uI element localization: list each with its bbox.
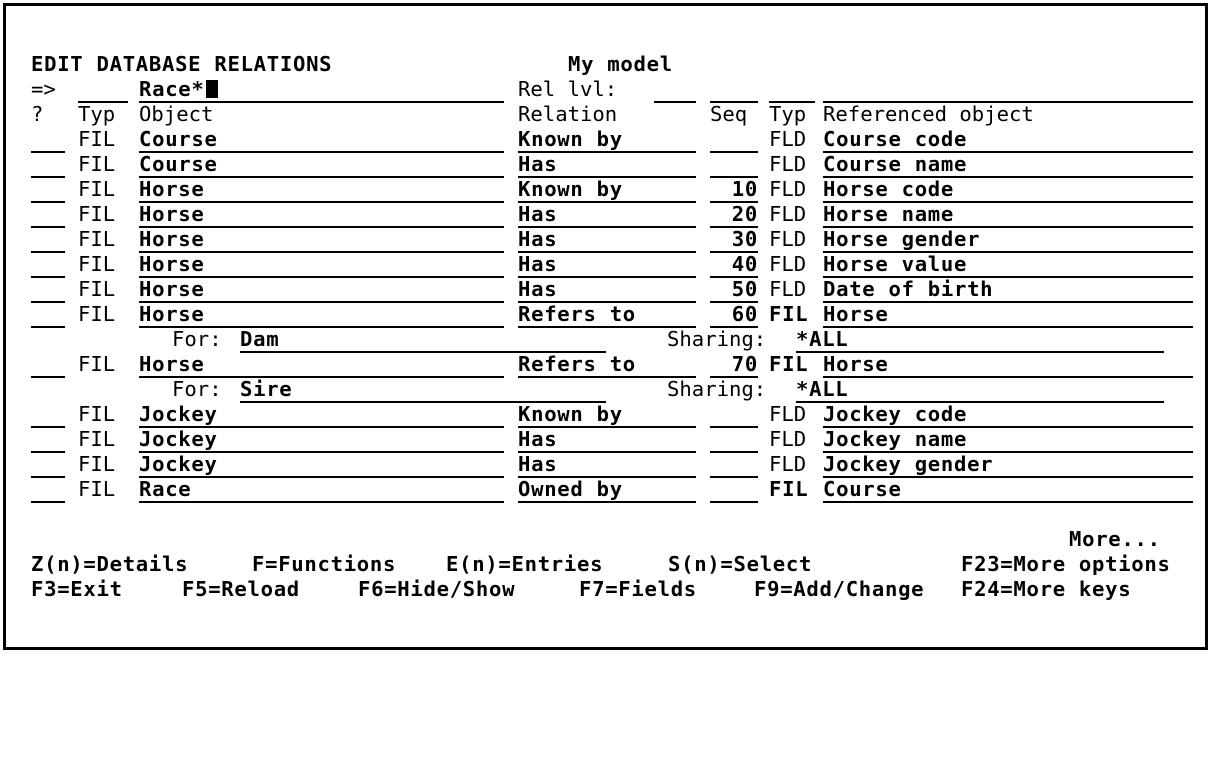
sharing-value-input[interactable]: *ALL	[796, 377, 1164, 403]
column-header-row	[6, 102, 1034, 127]
row-object[interactable]: Jockey	[139, 402, 504, 428]
row-typ: FIL	[78, 352, 116, 376]
key-more-keys[interactable]: F24=More keys	[961, 577, 1132, 601]
key-details[interactable]: Z(n)=Details	[31, 552, 189, 576]
row-typ: FIL	[78, 302, 116, 326]
row-seq[interactable]	[710, 477, 758, 503]
key-select[interactable]: S(n)=Select	[668, 552, 813, 576]
key-reload[interactable]: F5=Reload	[182, 577, 300, 601]
table-row	[6, 477, 1205, 502]
row-ref-typ: FLD	[769, 402, 807, 426]
row-ref-object[interactable]: Course name	[823, 152, 1193, 178]
table-row	[6, 452, 1205, 477]
row-ref-object[interactable]: Horse	[823, 352, 1193, 378]
row-ref-object[interactable]: Horse name	[823, 202, 1193, 228]
table-row	[6, 402, 1205, 427]
row-object[interactable]: Horse	[139, 252, 504, 278]
row-relation[interactable]: Has	[518, 202, 696, 228]
row-object[interactable]: Horse	[139, 352, 504, 378]
key-more-options[interactable]: F23=More options	[961, 552, 1171, 576]
row-typ: FIL	[78, 227, 116, 251]
row-typ: FIL	[78, 277, 116, 301]
row-relation[interactable]: Refers to	[518, 352, 696, 378]
row-ref-object[interactable]: Jockey gender	[823, 452, 1193, 478]
row-select-input[interactable]	[31, 452, 65, 478]
row-relation[interactable]: Has	[518, 277, 696, 303]
row-seq[interactable]: 10	[710, 177, 758, 203]
row-typ: FIL	[78, 152, 116, 176]
row-relation[interactable]: Refers to	[518, 302, 696, 328]
table-row	[6, 227, 1205, 252]
table-row	[6, 152, 1205, 177]
col-sel: ?	[31, 102, 44, 126]
virtual-row	[6, 377, 1205, 402]
ref-object-filter-input[interactable]	[823, 77, 1193, 103]
row-seq[interactable]: 40	[710, 252, 758, 278]
row-ref-object[interactable]: Course	[823, 477, 1193, 503]
table-row	[6, 302, 1205, 327]
row-ref-object[interactable]: Date of birth	[823, 277, 1193, 303]
table-row	[6, 202, 1205, 227]
row-seq[interactable]	[710, 152, 758, 178]
table-row	[6, 127, 1205, 152]
table-row	[6, 352, 1205, 377]
row-ref-typ: FLD	[769, 202, 807, 226]
object-filter-input[interactable]: Race*	[139, 77, 504, 103]
row-select-input[interactable]	[31, 402, 65, 428]
row-ref-object[interactable]: Jockey code	[823, 402, 1193, 428]
row-typ: FIL	[78, 177, 116, 201]
row-ref-typ: FIL	[769, 302, 809, 326]
more-indicator-line	[6, 527, 1205, 552]
row-ref-object[interactable]: Horse	[823, 302, 1193, 328]
row-seq[interactable]: 30	[710, 227, 758, 253]
row-typ: FIL	[78, 452, 116, 476]
sharing-value-input[interactable]: *ALL	[796, 327, 1164, 353]
row-select-input[interactable]	[31, 277, 65, 303]
row-ref-typ: FLD	[769, 452, 807, 476]
row-seq[interactable]	[710, 402, 758, 428]
row-ref-typ: FLD	[769, 252, 807, 276]
for-value-input[interactable]: Dam	[240, 327, 606, 353]
key-functions[interactable]: F=Functions	[252, 552, 397, 576]
col-object: Object	[139, 102, 214, 126]
col-seq: Seq	[710, 102, 748, 126]
row-ref-object[interactable]: Horse code	[823, 177, 1193, 203]
header-line	[6, 52, 673, 77]
col-referenced-object: Referenced object	[823, 102, 1034, 126]
key-add-change[interactable]: F9=Add/Change	[754, 577, 925, 601]
row-typ: FIL	[78, 127, 116, 151]
col-typ: Typ	[78, 102, 116, 126]
text-cursor	[206, 80, 218, 98]
row-object[interactable]: Horse	[139, 177, 504, 203]
row-seq[interactable]: 20	[710, 202, 758, 228]
row-object[interactable]: Course	[139, 127, 504, 153]
row-object[interactable]: Horse	[139, 202, 504, 228]
row-relation[interactable]: Known by	[518, 127, 696, 153]
row-relation[interactable]: Owned by	[518, 477, 696, 503]
table-row	[6, 177, 1205, 202]
row-ref-object[interactable]: Course code	[823, 127, 1193, 153]
row-typ: FIL	[78, 202, 116, 226]
row-object[interactable]: Course	[139, 152, 504, 178]
row-ref-typ: FIL	[769, 477, 809, 501]
sharing-label: Sharing:	[667, 327, 767, 351]
col-relation: Relation	[518, 102, 618, 126]
model-name: My model	[568, 52, 673, 76]
row-object[interactable]: Horse	[139, 302, 504, 328]
prompt-line	[6, 77, 618, 102]
for-value-input[interactable]: Sire	[240, 377, 606, 403]
row-relation[interactable]: Known by	[518, 177, 696, 203]
table-row	[6, 277, 1205, 302]
row-seq[interactable]: 70	[710, 352, 758, 378]
function-key-line-2	[6, 577, 1205, 602]
row-ref-typ: FLD	[769, 177, 807, 201]
for-label: For:	[172, 377, 222, 401]
row-object[interactable]: Horse	[139, 227, 504, 253]
row-select-input[interactable]	[31, 177, 65, 203]
row-ref-object[interactable]: Horse gender	[823, 227, 1193, 253]
row-typ: FIL	[78, 427, 116, 451]
row-seq[interactable]	[710, 127, 758, 153]
row-typ: FIL	[78, 477, 116, 501]
terminal-screen	[6, 6, 1205, 647]
row-ref-typ: FLD	[769, 277, 807, 301]
table-row	[6, 427, 1205, 452]
rel-lvl-label: Rel lvl:	[518, 77, 618, 101]
sharing-label: Sharing:	[667, 377, 767, 401]
row-select-input[interactable]	[31, 227, 65, 253]
row-seq[interactable]	[710, 452, 758, 478]
function-key-line-1	[6, 552, 1205, 577]
row-relation[interactable]: Known by	[518, 402, 696, 428]
row-select-input[interactable]	[31, 152, 65, 178]
row-ref-typ: FLD	[769, 127, 807, 151]
terminal-window	[3, 3, 1208, 650]
virtual-row	[6, 327, 1205, 352]
row-select-input[interactable]	[31, 252, 65, 278]
command-input[interactable]	[78, 77, 128, 103]
row-select-input[interactable]	[31, 477, 65, 503]
command-prompt: =>	[31, 77, 56, 101]
row-select-input[interactable]	[31, 202, 65, 228]
row-object[interactable]: Race	[139, 477, 504, 503]
row-select-input[interactable]	[31, 427, 65, 453]
ref-typ-filter-input[interactable]	[769, 77, 815, 103]
row-typ: FIL	[78, 402, 116, 426]
row-select-input[interactable]	[31, 127, 65, 153]
row-ref-object[interactable]: Horse value	[823, 252, 1193, 278]
row-typ: FIL	[78, 252, 116, 276]
key-hide-show[interactable]: F6=Hide/Show	[358, 577, 516, 601]
for-label: For:	[172, 327, 222, 351]
row-ref-typ: FLD	[769, 227, 807, 251]
row-relation[interactable]: Has	[518, 427, 696, 453]
row-seq[interactable]	[710, 427, 758, 453]
key-entries[interactable]: E(n)=Entries	[446, 552, 604, 576]
row-relation[interactable]: Has	[518, 252, 696, 278]
row-ref-object[interactable]: Jockey name	[823, 427, 1193, 453]
row-ref-typ: FLD	[769, 152, 807, 176]
seq-filter-input[interactable]	[710, 77, 758, 103]
col-ref-typ: Typ	[769, 102, 807, 126]
row-relation[interactable]: Has	[518, 452, 696, 478]
screen-title: EDIT DATABASE RELATIONS	[31, 52, 333, 76]
row-relation[interactable]: Has	[518, 227, 696, 253]
row-relation[interactable]: Has	[518, 152, 696, 178]
row-ref-typ: FLD	[769, 427, 807, 451]
row-seq[interactable]: 60	[710, 302, 758, 328]
table-row	[6, 252, 1205, 277]
more-indicator: More...	[1069, 527, 1161, 551]
row-select-input[interactable]	[31, 302, 65, 328]
row-object[interactable]: Jockey	[139, 452, 504, 478]
row-select-input[interactable]	[31, 352, 65, 378]
row-object[interactable]: Jockey	[139, 427, 504, 453]
rel-lvl-input[interactable]	[654, 77, 696, 103]
row-object[interactable]: Horse	[139, 277, 504, 303]
key-fields[interactable]: F7=Fields	[579, 577, 697, 601]
key-exit[interactable]: F3=Exit	[31, 577, 123, 601]
row-ref-typ: FIL	[769, 352, 809, 376]
row-seq[interactable]: 50	[710, 277, 758, 303]
